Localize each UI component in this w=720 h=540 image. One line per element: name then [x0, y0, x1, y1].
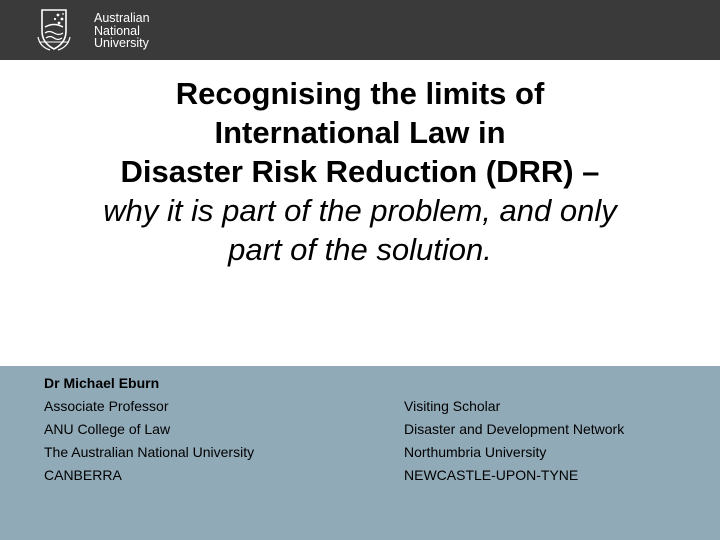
presenter-name: Dr Michael Eburn — [44, 375, 160, 391]
left-line-1: Associate Professor — [44, 398, 169, 414]
right-line-4: NEWCASTLE-UPON-TYNE — [404, 467, 579, 483]
title-line-3: Disaster Risk Reduction (DRR) – — [120, 154, 600, 189]
title-line-2: International Law in — [214, 115, 506, 150]
right-line-1: Visiting Scholar — [404, 398, 501, 414]
logo-line-1: Australian — [94, 11, 150, 25]
anu-wordmark — [94, 12, 150, 50]
title-line-1: Recognising the limits of — [175, 76, 545, 111]
subtitle-line-1: why it is part of the problem, and only — [103, 193, 617, 228]
slide-title — [20, 74, 700, 269]
right-line-2: Disaster and Development Network — [404, 421, 625, 437]
left-line-2: ANU College of Law — [44, 421, 171, 437]
left-line-3: The Australian National University — [44, 444, 255, 460]
presenter-affiliation-right — [404, 395, 624, 487]
presenter-affiliation-left — [44, 372, 254, 487]
logo-line-2: National — [94, 23, 140, 38]
right-line-3: Northumbria University — [404, 444, 547, 460]
logo-line-3: University — [94, 36, 149, 50]
anu-logo — [36, 7, 166, 53]
subtitle-line-2: part of the solution. — [228, 232, 492, 267]
header-bar — [0, 0, 720, 60]
anu-crest-icon — [36, 7, 90, 53]
left-line-4: CANBERRA — [44, 467, 122, 483]
